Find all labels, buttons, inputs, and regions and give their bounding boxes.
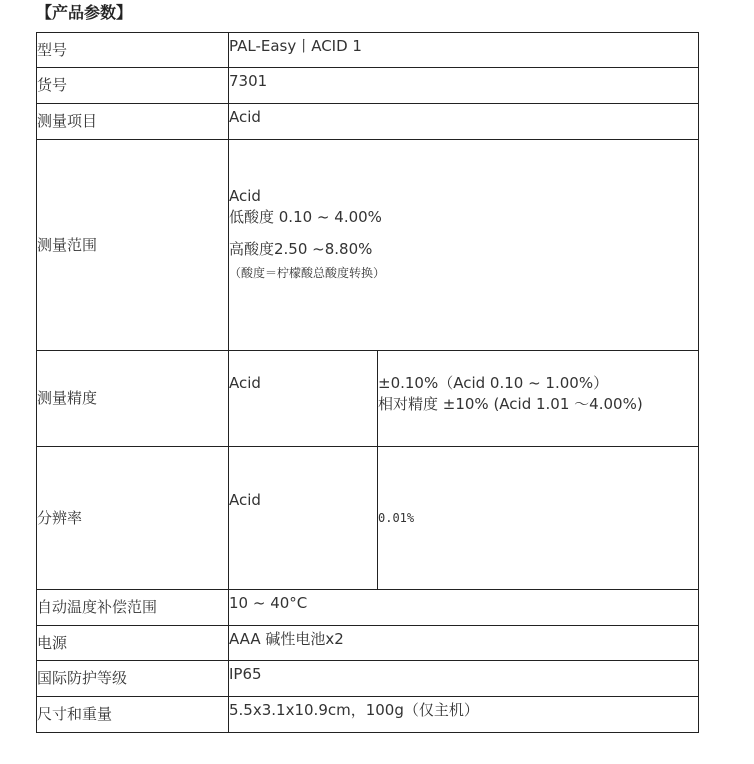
item-no-value: 7301 [229, 68, 699, 104]
range-line-high: 高酸度2.50 ~8.80% [229, 240, 373, 258]
range-note: （酸度＝柠檬酸总酸度转换） [229, 266, 386, 280]
accuracy-sub: Acid [229, 351, 378, 447]
item-no-label: 货号 [37, 68, 229, 104]
accuracy-line-abs: ±0.10%（Acid 0.10 ~ 1.00%） [378, 374, 609, 392]
resolution-value: 0.01% [378, 447, 699, 590]
power-value: AAA 碱性电池x2 [229, 626, 699, 661]
temp-comp-label: 自动温度补偿范围 [37, 590, 229, 626]
model-value: PAL-Easy丨ACID 1 [229, 33, 699, 68]
power-label: 电源 [37, 626, 229, 661]
table-row-model [37, 33, 699, 68]
table-row-size-weight [37, 697, 699, 733]
range-label: 测量范围 [37, 140, 229, 351]
table-row-power [37, 626, 699, 661]
resolution-label: 分辨率 [37, 447, 229, 590]
ip-label: 国际防护等级 [37, 661, 229, 697]
temp-comp-value: 10 ~ 40°C [229, 590, 699, 626]
table-row-temp-comp [37, 590, 699, 626]
table-row-accuracy [37, 351, 699, 447]
spec-table [36, 32, 699, 733]
size-weight-value: 5.5x3.1x10.9cm，100g（仅主机） [229, 697, 699, 733]
table-row-resolution [37, 447, 699, 590]
table-row-ip [37, 661, 699, 697]
range-value-cell [229, 140, 699, 351]
ip-value: IP65 [229, 661, 699, 697]
table-row-item-no [37, 68, 699, 104]
accuracy-value-cell [378, 351, 699, 447]
range-line-low: 低酸度 0.10 ~ 4.00% [229, 208, 382, 226]
section-heading: 【产品参数】 [36, 3, 133, 22]
resolution-sub: Acid [229, 447, 378, 590]
size-weight-label: 尺寸和重量 [37, 697, 229, 733]
measure-item-value: Acid [229, 104, 699, 140]
table-row-range [37, 140, 699, 351]
measure-item-label: 测量项目 [37, 104, 229, 140]
model-label: 型号 [37, 33, 229, 68]
range-line-acid: Acid [229, 187, 261, 205]
accuracy-label: 测量精度 [37, 351, 229, 447]
range-spacer [229, 228, 698, 239]
table-row-measure-item [37, 104, 699, 140]
accuracy-line-rel: 相对精度 ±10% (Acid 1.01 ～4.00%) [378, 395, 643, 413]
